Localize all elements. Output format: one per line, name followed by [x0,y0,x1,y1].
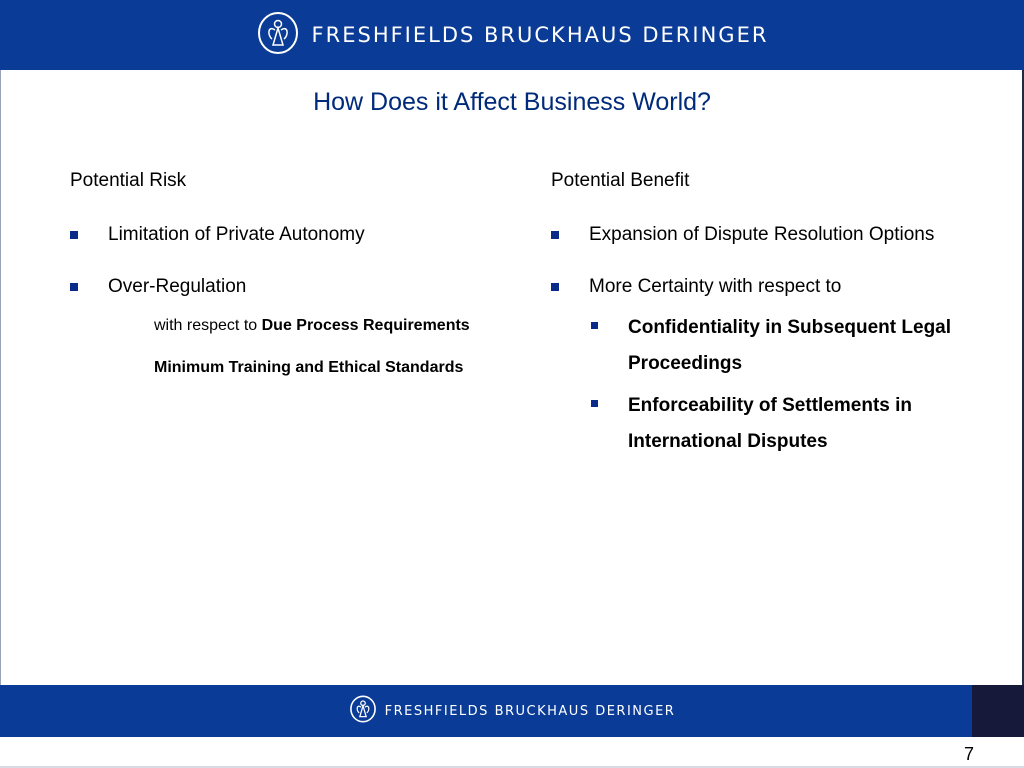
risk-bullet-2 [70,276,510,298]
brand-logo [256,11,769,60]
benefit-subbullet-1 [591,310,1011,382]
risk-column [70,170,510,376]
benefit-bullet-1 [551,224,1011,246]
benefit-bullet-2 [551,276,1011,298]
angel-emblem-icon [256,11,300,60]
slide-title: How Does it Affect Business World? [313,88,711,116]
benefit-column [551,170,1011,466]
square-bullet-icon [591,322,598,329]
subbullet-text: Enforceability of Settlements in International Disputes [628,395,912,452]
subbullet-text: Confidentiality in Subsequent Legal Proceedings [628,317,952,374]
subitem-training: Minimum Training and Ethical Standards [154,359,464,376]
risk-heading: Potential Risk [70,170,187,191]
subitem-due-process [154,310,474,342]
square-bullet-icon [591,400,598,407]
square-bullet-icon [70,283,78,291]
square-bullet-icon [551,283,559,291]
benefit-subbullet-2 [591,388,1011,460]
footer-bar [0,685,1024,737]
subitem-prefix: with respect to [154,317,262,334]
benefit-heading: Potential Benefit [551,170,690,191]
slide-frame-left [0,70,1,685]
bullet-text: Limitation of Private Autonomy [108,224,365,245]
header-bar [0,0,1024,70]
risk-bullet-1 [70,224,510,246]
angel-emblem-icon [349,695,377,728]
bullet-text: Over-Regulation [108,276,247,297]
bullet-text: Expansion of Dispute Resolution Options [589,224,935,245]
footer-brand-name: FRESHFIELDS BRUCKHAUS DERINGER [384,703,676,719]
bullet-text: More Certainty with respect to [589,276,842,297]
brand-name: FRESHFIELDS BRUCKHAUS DERINGER [311,23,769,47]
page-number: 7 [963,744,974,764]
footer-accent-block [972,685,1024,737]
risk-subitems [154,310,474,394]
footer-brand-logo [349,695,676,728]
square-bullet-icon [551,231,559,239]
square-bullet-icon [70,231,78,239]
subitem-bold: Due Process Requirements [261,317,470,334]
